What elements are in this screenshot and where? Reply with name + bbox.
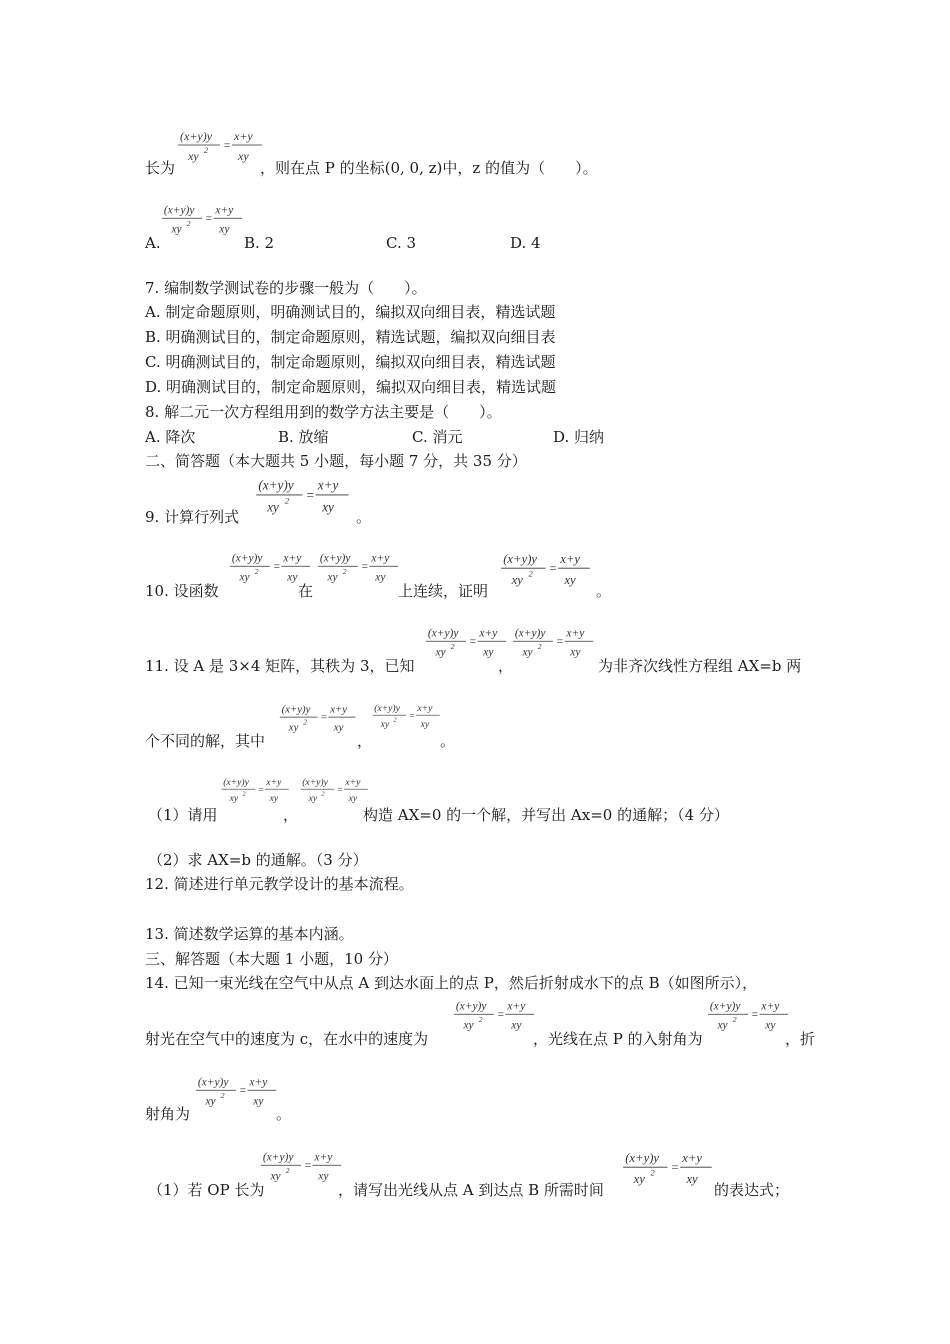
- svg-text:=: =: [360, 561, 369, 574]
- svg-text:x+y: x+y: [314, 1151, 333, 1164]
- svg-text:xy: xy: [570, 646, 581, 659]
- svg-text:2: 2: [321, 790, 325, 798]
- formula-image: [220, 774, 292, 814]
- svg-text:2: 2: [186, 218, 191, 228]
- svg-text:=: =: [303, 1160, 312, 1173]
- svg-text:2: 2: [303, 718, 307, 727]
- svg-text:x+y: x+y: [215, 204, 234, 217]
- svg-text:xy: xy: [483, 646, 494, 659]
- svg-text:xy: xy: [435, 646, 446, 659]
- q6-option-b: B. 2: [244, 234, 275, 252]
- svg-text:xy: xy: [463, 1019, 474, 1032]
- q10-c: 上连续，证明: [398, 582, 489, 600]
- svg-text:xy: xy: [270, 1170, 281, 1183]
- svg-text:x+y: x+y: [266, 777, 282, 789]
- svg-text:xy: xy: [238, 149, 249, 163]
- svg-text:xy: xy: [511, 573, 523, 587]
- q13-stem: 13. 简述数学运算的基本内涵。: [145, 925, 354, 943]
- svg-text:(x+y)y: (x+y)y: [625, 1150, 660, 1165]
- svg-text:2: 2: [284, 495, 290, 506]
- q8-stem: 8. 解二元一次方程组用到的数学方法主要是（ ）。: [145, 403, 502, 421]
- svg-text:=: =: [238, 1085, 247, 1098]
- svg-text:=: =: [408, 710, 416, 722]
- svg-text:(x+y)y: (x+y)y: [709, 1000, 741, 1013]
- formula-image: [194, 1072, 280, 1120]
- formula-image: [511, 623, 597, 671]
- svg-text:xy: xy: [511, 1019, 522, 1032]
- q8-option-c: C. 消元: [412, 428, 463, 446]
- svg-text:xy: xy: [288, 721, 299, 734]
- q8-option-b: B. 放缩: [278, 428, 329, 446]
- svg-text:xy: xy: [322, 499, 334, 515]
- svg-text:x+y: x+y: [761, 1000, 780, 1013]
- svg-text:2: 2: [393, 716, 397, 724]
- q14-part1-b: ，请写出光线从点 A 到达点 B 所需时间: [338, 1181, 604, 1199]
- q14-line2-a: 射光在空气中的速度为 c，在水中的速度为: [145, 1030, 429, 1048]
- svg-text:x+y: x+y: [682, 1150, 703, 1165]
- svg-text:xy: xy: [205, 1095, 216, 1108]
- q14-line2-b: ，光线在点 P 的入射角为: [533, 1030, 703, 1048]
- svg-text:xy: xy: [267, 499, 279, 515]
- svg-text:2: 2: [285, 1165, 290, 1175]
- q7-option-b: B. 明确测试目的，制定命题原则，精选试题，编拟双向细目表: [145, 328, 556, 346]
- q10-b: 在: [298, 582, 314, 600]
- q6-option-a: A.: [145, 234, 161, 252]
- formula-image: [254, 474, 353, 529]
- q14-line3-a: 射角为: [145, 1105, 191, 1123]
- svg-text:xy: xy: [327, 571, 338, 584]
- svg-text:(x+y)y: (x+y)y: [319, 552, 351, 565]
- svg-text:(x+y)y: (x+y)y: [180, 129, 213, 143]
- svg-text:2: 2: [242, 790, 246, 798]
- svg-text:xy: xy: [765, 1019, 776, 1032]
- q11-d: 个不同的解，其中: [145, 732, 266, 750]
- svg-text:(x+y)y: (x+y)y: [163, 204, 195, 217]
- svg-text:xy: xy: [686, 1172, 698, 1186]
- svg-text:xy: xy: [375, 571, 386, 584]
- formula-image: [621, 1147, 716, 1200]
- svg-text:=: =: [750, 1009, 759, 1022]
- svg-text:xy: xy: [380, 719, 390, 731]
- svg-text:xy: xy: [318, 1170, 329, 1183]
- formula-image: [706, 996, 792, 1044]
- svg-text:2: 2: [537, 641, 542, 651]
- svg-text:=: =: [320, 711, 328, 724]
- svg-text:xy: xy: [188, 149, 199, 163]
- svg-text:xy: xy: [564, 573, 576, 587]
- svg-text:xy: xy: [633, 1172, 645, 1186]
- svg-text:=: =: [272, 561, 281, 574]
- q14-line3-b: 。: [276, 1105, 292, 1123]
- q9-text: 9. 计算行列式: [145, 508, 240, 526]
- svg-text:2: 2: [528, 568, 533, 579]
- q11-a: 11. 设 A 是 3×4 矩阵，其秩为 3，已知: [145, 657, 415, 675]
- svg-text:2: 2: [342, 566, 347, 576]
- formula-image: [371, 700, 443, 740]
- section-2-title: 二、简答题（本大题共 5 小题，每小题 7 分，共 35 分）: [145, 452, 527, 470]
- q12-stem: 12. 简述进行单元教学设计的基本流程。: [145, 875, 414, 893]
- q9-end: 。: [356, 508, 372, 526]
- svg-text:(x+y)y: (x+y)y: [197, 1076, 229, 1089]
- formula-image: [316, 548, 402, 596]
- q6-option-d: D. 4: [510, 234, 541, 252]
- svg-text:xy: xy: [308, 793, 318, 805]
- svg-text:x+y: x+y: [507, 1000, 526, 1013]
- svg-text:2: 2: [204, 146, 208, 155]
- q7-option-a: A. 制定命题原则，明确测试目的，编拟双向细目表，精选试题: [145, 303, 556, 321]
- svg-text:(x+y)y: (x+y)y: [258, 477, 294, 493]
- svg-text:=: =: [223, 138, 232, 152]
- svg-text:2: 2: [732, 1014, 737, 1024]
- formula-image: [452, 996, 538, 1044]
- formula-image: [160, 200, 246, 248]
- svg-text:x+y: x+y: [330, 703, 348, 716]
- q11-part2: （2）求 AX=b 的通解。（3 分）: [148, 851, 368, 869]
- svg-text:(x+y)y: (x+y)y: [503, 551, 538, 566]
- svg-text:(x+y)y: (x+y)y: [374, 703, 400, 715]
- svg-text:xy: xy: [333, 721, 344, 734]
- svg-text:=: =: [305, 487, 315, 503]
- svg-text:(x+y)y: (x+y)y: [262, 1151, 294, 1164]
- svg-text:=: =: [204, 213, 213, 226]
- formula-image: [176, 126, 266, 176]
- q6-option-c: C. 3: [386, 234, 417, 252]
- svg-text:x+y: x+y: [249, 1076, 268, 1089]
- svg-text:xy: xy: [287, 571, 298, 584]
- svg-text:=: =: [468, 636, 477, 649]
- formula-image: [278, 700, 359, 745]
- svg-text:=: =: [670, 1160, 680, 1175]
- q11-b: ，: [498, 657, 514, 675]
- q14-line1: 14. 已知一束光线在空气中从点 A 到达水面上的点 P，然后折射成水下的点 B（如图所示），: [145, 974, 758, 992]
- q11-part1-a: （1）请用: [148, 806, 218, 824]
- svg-text:(x+y)y: (x+y)y: [231, 552, 263, 565]
- svg-text:xy: xy: [348, 793, 358, 805]
- q14-line2-c: ，折: [785, 1030, 816, 1048]
- svg-text:=: =: [555, 636, 564, 649]
- svg-text:x+y: x+y: [560, 551, 581, 566]
- q7-option-d: D. 明确测试目的，制定命题原则，编拟双向细目表，精选试题: [145, 378, 557, 396]
- svg-text:2: 2: [650, 1167, 655, 1178]
- section-3-title: 三、解答题（本大题 1 小题，10 分）: [145, 950, 398, 968]
- svg-text:x+y: x+y: [417, 703, 433, 715]
- svg-text:=: =: [257, 784, 265, 796]
- svg-text:=: =: [548, 561, 558, 576]
- q11-f: 。: [440, 732, 456, 750]
- formula-image: [259, 1147, 345, 1195]
- svg-text:x+y: x+y: [566, 627, 585, 640]
- q11-e: ，: [357, 732, 373, 750]
- svg-text:x+y: x+y: [345, 777, 361, 789]
- svg-text:2: 2: [254, 566, 259, 576]
- q10-a: 10. 设函数: [145, 582, 219, 600]
- svg-text:xy: xy: [717, 1019, 728, 1032]
- svg-text:xy: xy: [219, 223, 230, 236]
- q11-part1-b: ，: [283, 806, 299, 824]
- formula-image: [299, 774, 371, 814]
- svg-text:x+y: x+y: [283, 552, 302, 565]
- svg-text:xy: xy: [269, 793, 279, 805]
- svg-text:x+y: x+y: [371, 552, 390, 565]
- q8-option-d: D. 归纳: [553, 428, 605, 446]
- svg-text:(x+y)y: (x+y)y: [427, 627, 459, 640]
- svg-text:(x+y)y: (x+y)y: [223, 777, 249, 789]
- svg-text:xy: xy: [229, 793, 239, 805]
- svg-text:x+y: x+y: [317, 477, 339, 493]
- svg-text:(x+y)y: (x+y)y: [455, 1000, 487, 1013]
- svg-text:2: 2: [478, 1014, 483, 1024]
- q6-line1-b: ，则在点 P 的坐标(0, 0, z)中，z 的值为（ ）。: [260, 159, 598, 177]
- q8-option-a: A. 降次: [145, 428, 196, 446]
- svg-text:xy: xy: [420, 719, 430, 731]
- q7-option-c: C. 明确测试目的，制定命题原则，编拟双向细目表，精选试题: [145, 353, 556, 371]
- svg-text:2: 2: [220, 1090, 225, 1100]
- svg-text:(x+y)y: (x+y)y: [281, 703, 311, 716]
- svg-text:xy: xy: [522, 646, 533, 659]
- svg-text:x+y: x+y: [479, 627, 498, 640]
- q6-line1-a: 长为: [145, 159, 176, 177]
- q14-part1-a: （1）若 OP 长为: [148, 1181, 265, 1199]
- svg-text:=: =: [496, 1009, 505, 1022]
- svg-text:2: 2: [450, 641, 455, 651]
- formula-image: [499, 548, 594, 601]
- svg-text:xy: xy: [253, 1095, 264, 1108]
- svg-text:(x+y)y: (x+y)y: [514, 627, 546, 640]
- q14-part1-c: 的表达式；: [714, 1181, 790, 1199]
- q11-c: 为非齐次线性方程组 AX=b 两: [598, 657, 802, 675]
- svg-text:xy: xy: [239, 571, 250, 584]
- svg-text:xy: xy: [171, 223, 182, 236]
- svg-text:=: =: [336, 784, 344, 796]
- q7-stem: 7. 编制数学测试卷的步骤一般为（ ）。: [145, 279, 427, 297]
- q10-d: 。: [596, 582, 612, 600]
- svg-text:(x+y)y: (x+y)y: [302, 777, 328, 789]
- q11-part1-c: 构造 AX=0 的一个解，并写出 Ax=0 的通解；（4 分）: [363, 806, 729, 824]
- svg-text:x+y: x+y: [234, 129, 253, 143]
